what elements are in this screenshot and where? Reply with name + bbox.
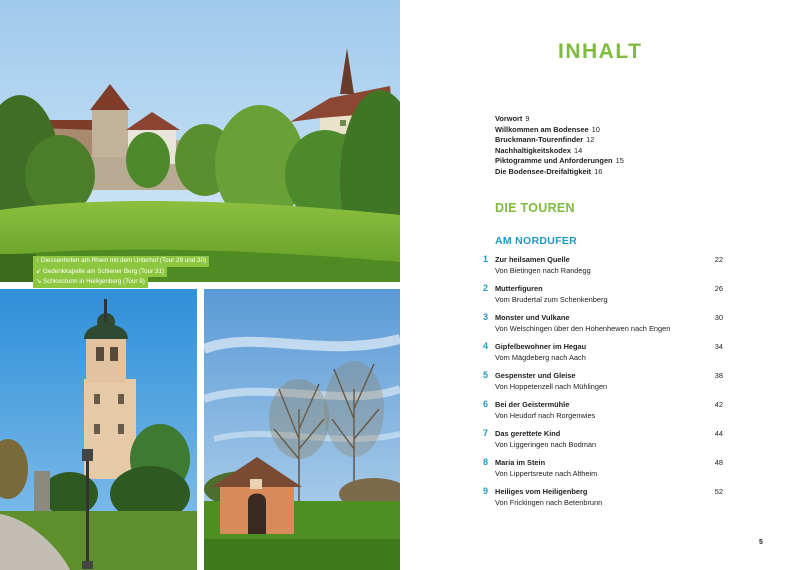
toc-item-label: Piktogramme und Anforderungen: [495, 156, 613, 166]
tour-route: Von Welschingen über den Hohenhewen nach Engen: [495, 324, 671, 333]
page-title: INHALT: [558, 40, 643, 63]
tour-number: 8: [483, 457, 489, 467]
toc-item-label: Bruckmann-Tourenfinder: [495, 135, 584, 145]
subsection-heading: AM NORDUFER: [495, 235, 578, 247]
toc-page: [400, 0, 800, 570]
toc-item-label: Nachhaltigkeitskodex: [495, 145, 571, 155]
tour-page: 48: [714, 458, 723, 467]
toc-item-page: 15: [615, 156, 624, 166]
tour-page: 42: [714, 400, 723, 409]
tour-page: 34: [714, 342, 723, 351]
photo-gedenkkapelle-image: [204, 289, 400, 570]
tour-name: Heiliges vom Heiligenberg: [495, 487, 588, 496]
front-matter-list: [495, 114, 624, 178]
toc-item-willkommen[interactable]: [495, 125, 624, 136]
tour-route: Von Heudorf nach Rorgenwies: [495, 411, 596, 420]
caption-gedenkkapelle: ↙ Gedenkkapelle am Schiener Berg (Tour 31): [33, 267, 167, 278]
tour-name: Maria im Stein: [495, 458, 546, 467]
toc-item-nachhaltigkeit[interactable]: [495, 146, 624, 157]
tour-page: 38: [714, 371, 723, 380]
tour-number: 7: [483, 428, 489, 438]
tour-name: Bei der Geistermühle: [495, 400, 570, 409]
tour-name: Gespenster und Gleise: [495, 371, 576, 380]
toc-item-page: 10: [591, 124, 600, 134]
tour-name: Monster und Vulkane: [495, 313, 570, 322]
tour-number: 9: [483, 486, 489, 496]
tour-route: Vom Brudertal zum Schenkenberg: [495, 295, 608, 304]
tour-number: 3: [483, 312, 489, 322]
caption-diessenhofen: ↑ Diessenhofen am Rhein mit dem Unterhof (Tour 29 und 30): [33, 256, 209, 267]
photo-gedenkkapelle: [204, 289, 400, 570]
toc-item-page: 12: [586, 135, 595, 145]
tour-route: Von Lippertsreute nach Altheim: [495, 469, 598, 478]
tour-route: Von Bietingen nach Randegg: [495, 266, 591, 275]
photo-diessenhofen-image: [0, 0, 400, 282]
caption-schlossturm: ↘ Schlossturm in Heiligenberg (Tour 9): [33, 277, 148, 288]
tour-number: 5: [483, 370, 489, 380]
photo-diessenhofen: [0, 0, 400, 282]
tour-name: Mutterfiguren: [495, 284, 543, 293]
tour-number: 2: [483, 283, 489, 293]
tour-route: Von Liggeringen nach Bodman: [495, 440, 597, 449]
toc-item-tourenfinder[interactable]: [495, 135, 624, 146]
tour-route: Von Frickingen nach Betenbrunn: [495, 498, 603, 507]
tour-page: 30: [714, 313, 723, 322]
toc-item-label: Die Bodensee-Dreifaltigkeit: [495, 166, 592, 176]
toc-item-label: Vorwort: [495, 114, 523, 123]
section-heading: DIE TOUREN: [495, 201, 575, 215]
tour-page: 26: [714, 284, 723, 293]
toc-item-label: Willkommen am Bodensee: [495, 124, 589, 134]
tour-name: Gipfelbewohner im Hegau: [495, 342, 587, 351]
tour-number: 1: [483, 254, 489, 264]
tour-route: Von Hoppetenzell nach Mühlingen: [495, 382, 608, 391]
tour-route: Vom Mägdeberg nach Aach: [495, 353, 586, 362]
tour-name: Das gerettete Kind: [495, 429, 561, 438]
toc-item-page: 16: [594, 166, 603, 176]
photo-captions: [33, 256, 209, 288]
tour-number: 6: [483, 399, 489, 409]
tour-name: Zur heilsamen Quelle: [495, 255, 570, 264]
photo-schlossturm-image: [0, 289, 197, 570]
toc-item-page: 9: [525, 114, 530, 123]
tour-page: 52: [714, 487, 723, 496]
page-number: 5: [759, 539, 763, 546]
tour-number: 4: [483, 341, 489, 351]
toc-item-vorwort[interactable]: [495, 114, 624, 125]
toc-item-dreifaltigkeit[interactable]: [495, 167, 624, 178]
tour-page: 44: [714, 429, 723, 438]
toc-item-piktogramme[interactable]: [495, 156, 624, 167]
tour-page: 22: [714, 255, 723, 264]
toc-item-page: 14: [574, 145, 583, 155]
photo-schlossturm: [0, 289, 197, 570]
